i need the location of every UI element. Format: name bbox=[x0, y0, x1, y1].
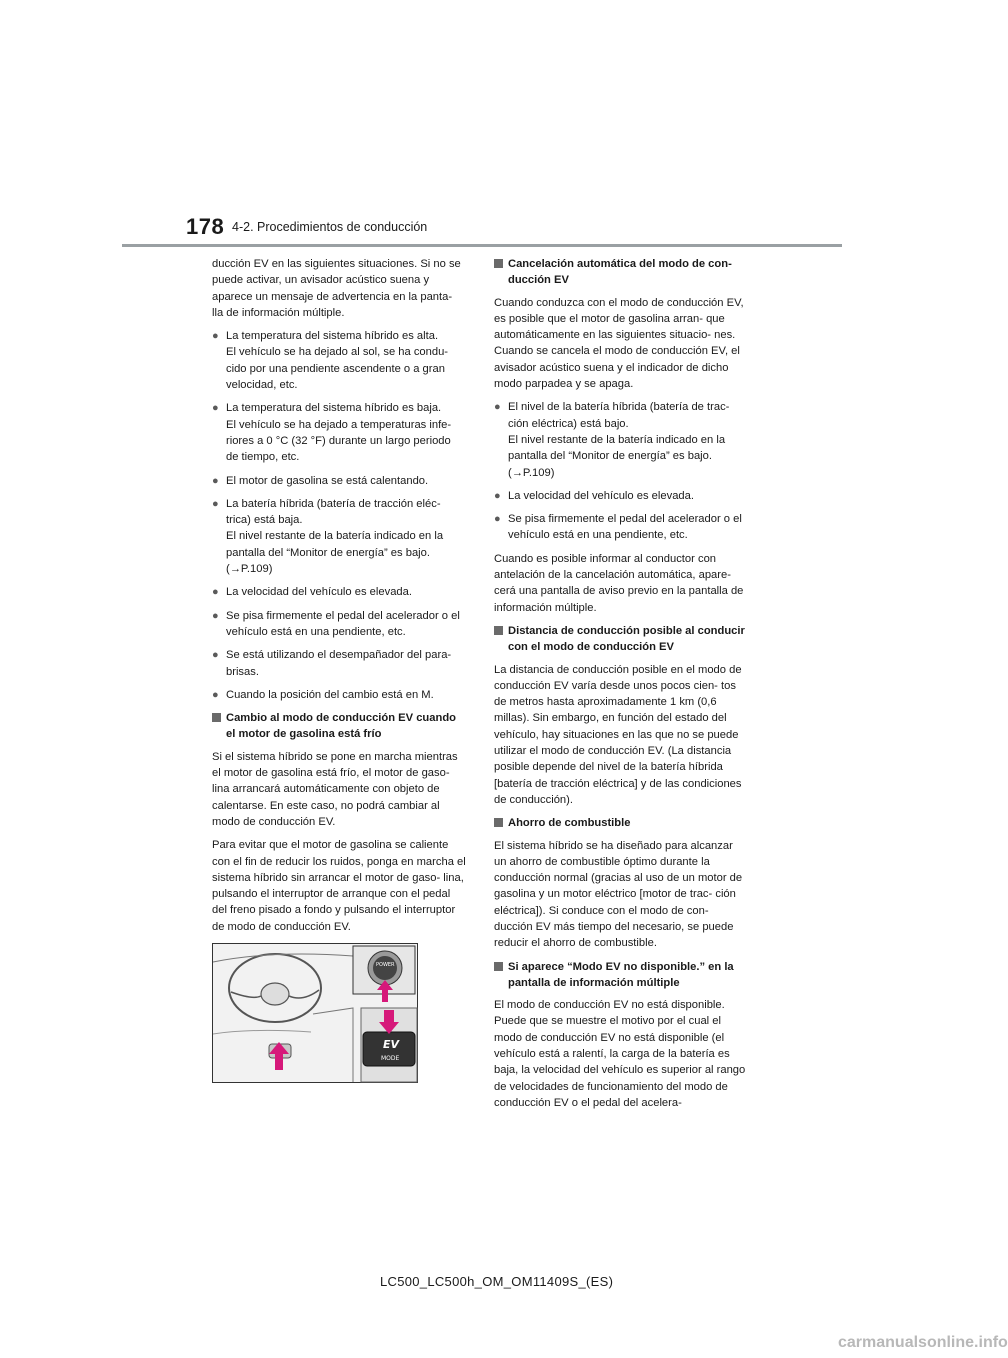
paragraph: Cuando conduzca con el modo de conducción EV, es posible que el motor de gasolina arran- que automáticamente en las siguientes situacio- nes. Cuando se cancela el modo de conducción EV, el avisador acústico suena y el indicador de dicho modo parpadea y se apaga. bbox=[494, 296, 744, 391]
section-title: 4-2. Procedimientos de conducción bbox=[232, 220, 428, 234]
bullet-icon: ● bbox=[494, 513, 501, 526]
bullet-icon: ● bbox=[212, 649, 219, 662]
bullet-icon: ● bbox=[212, 330, 219, 343]
list-item: ● El nivel de la batería híbrida (batería de trac- ción eléctrica) está bajo. El nivel restante de la batería indicado en la pantalla del “Monitor de energía” es bajo. (→P.109) bbox=[494, 401, 730, 479]
list-item: ● La velocidad del vehículo es elevada. bbox=[494, 488, 748, 504]
paragraph: Si el sistema híbrido se pone en marcha mientras el motor de gasolina está frío, el motor de gaso- lina arrancará automáticamente con objeto de calentarse. En este caso, no podrá cambiar al modo de conducción EV. bbox=[212, 750, 458, 828]
list-item: ● La velocidad del vehículo es elevada. bbox=[212, 584, 466, 600]
bullet-icon: ● bbox=[212, 688, 219, 701]
list-item: ● Se pisa firmemente el pedal del acelerador o el vehículo está en una pendiente, etc. bbox=[212, 609, 460, 638]
power-label: POWER bbox=[376, 961, 395, 968]
list-item: ● El motor de gasolina se está calentando. bbox=[212, 473, 466, 489]
paragraph: El modo de conducción EV no está disponible. Puede que se muestre el motivo por el cual el modo de conducción EV no está disponible (el vehículo está a ralentí, la carga de la batería es baja, la velocidad del vehículo es superior al rango de velocidades de funcionamiento del modo de conducción EV o el pedal del acelera- bbox=[494, 999, 746, 1109]
square-bullet-icon bbox=[494, 259, 503, 268]
section-heading: Ahorro de combustible bbox=[494, 815, 748, 831]
bullet-icon: ● bbox=[494, 401, 501, 414]
section-heading: Distancia de conducción posible al conducir con el modo de conducción EV bbox=[494, 623, 748, 656]
square-bullet-icon bbox=[494, 818, 503, 827]
section-heading: Si aparece “Modo EV no disponible.” en la pantalla de información múltiple bbox=[494, 959, 748, 992]
list-item: ● Se está utilizando el desempañador del para- brisas. bbox=[212, 649, 452, 678]
list-item: ● La temperatura del sistema híbrido es alta. El vehículo se ha dejado al sol, se ha condu- cido por una pendiente ascendente o a gran velocidad, etc. bbox=[212, 330, 449, 392]
document-id: LC500_LC500h_OM_OM11409S_(ES) bbox=[380, 1274, 614, 1289]
paragraph: El sistema híbrido se ha diseñado para alcanzar un ahorro de combustible óptimo durante la conducción normal (gracias al uso de un motor de gasolina y un motor eléctrico [motor de trac- ción eléctrica]). Si conduce con el modo de con- ducción EV más tiempo del necesario, se puede reducir el ahorro de combustible. bbox=[494, 839, 743, 950]
header-rule bbox=[122, 244, 842, 247]
paragraph: La distancia de conducción posible en el modo de conducción EV varía desde unos pocos cien- tos de metros hasta aproximadamente 1 km (0,6 millas). Sin embargo, en función del estado del vehículo, hay situaciones en las que no se puede utilizar el modo de conducción EV. (La distancia posible depende del nivel de la batería híbrida [batería de tracción eléctrica] y de las condiciones de conducción). bbox=[494, 663, 742, 806]
paragraph: Para evitar que el motor de gasolina se caliente con el fin de reducir los ruidos, ponga en marcha el sistema híbrido sin arrancar el motor de gaso- lina, pulsando el interruptor de arranque con el pedal del freno pisado a fondo y pulsando el interruptor de modo de conducción EV. bbox=[212, 839, 466, 933]
bullet-icon: ● bbox=[212, 497, 219, 510]
list-item: ● Se pisa firmemente el pedal del acelerador o el vehículo está en una pendiente, etc. bbox=[494, 513, 742, 542]
bullet-icon: ● bbox=[212, 474, 219, 487]
intro-paragraph: ducción EV en las siguientes situaciones. Si no se puede activar, un avisador acústico suena y aparece un mensaje de advertencia en la panta- lla de información múltiple. bbox=[212, 258, 461, 319]
section-heading: Cancelación automática del modo de con- ducción EV bbox=[494, 256, 748, 289]
left-column bbox=[212, 256, 466, 1083]
dashboard-drawing bbox=[213, 944, 417, 1082]
ev-switch-illustration bbox=[212, 943, 418, 1083]
section-heading: Cambio al modo de conducción EV cuando el motor de gasolina está frío bbox=[212, 710, 466, 743]
square-bullet-icon bbox=[212, 713, 221, 722]
bullet-icon: ● bbox=[212, 609, 219, 622]
ev-label: EV bbox=[383, 1037, 400, 1051]
paragraph: Cuando es posible informar al conductor con antelación de la cancelación automática, apare- cerá una pantalla de aviso previo en la pantalla de información múltiple. bbox=[494, 552, 744, 614]
bullet-icon: ● bbox=[494, 489, 501, 502]
square-bullet-icon bbox=[494, 626, 503, 635]
list-item: ● Cuando la posición del cambio está en M. bbox=[212, 687, 466, 703]
mode-label: MODE bbox=[381, 1054, 400, 1062]
bullet-icon: ● bbox=[212, 402, 219, 415]
bullet-icon: ● bbox=[212, 586, 219, 599]
right-column bbox=[494, 256, 748, 1118]
watermark[interactable]: carmanualsonline.info bbox=[838, 1334, 1008, 1351]
page-number: 178 bbox=[186, 214, 225, 239]
list-item: ● La temperatura del sistema híbrido es baja. El vehículo se ha dejado a temperaturas infe- riores a 0 °C (32 °F) durante un largo periodo de tiempo, etc. bbox=[212, 402, 452, 464]
list-item: ● La batería híbrida (batería de tracción eléc- trica) está baja. El nivel restante de la batería indicado en la pantalla del “Monitor de energía” es bajo. (→P.109) bbox=[212, 497, 444, 576]
square-bullet-icon bbox=[494, 962, 503, 971]
